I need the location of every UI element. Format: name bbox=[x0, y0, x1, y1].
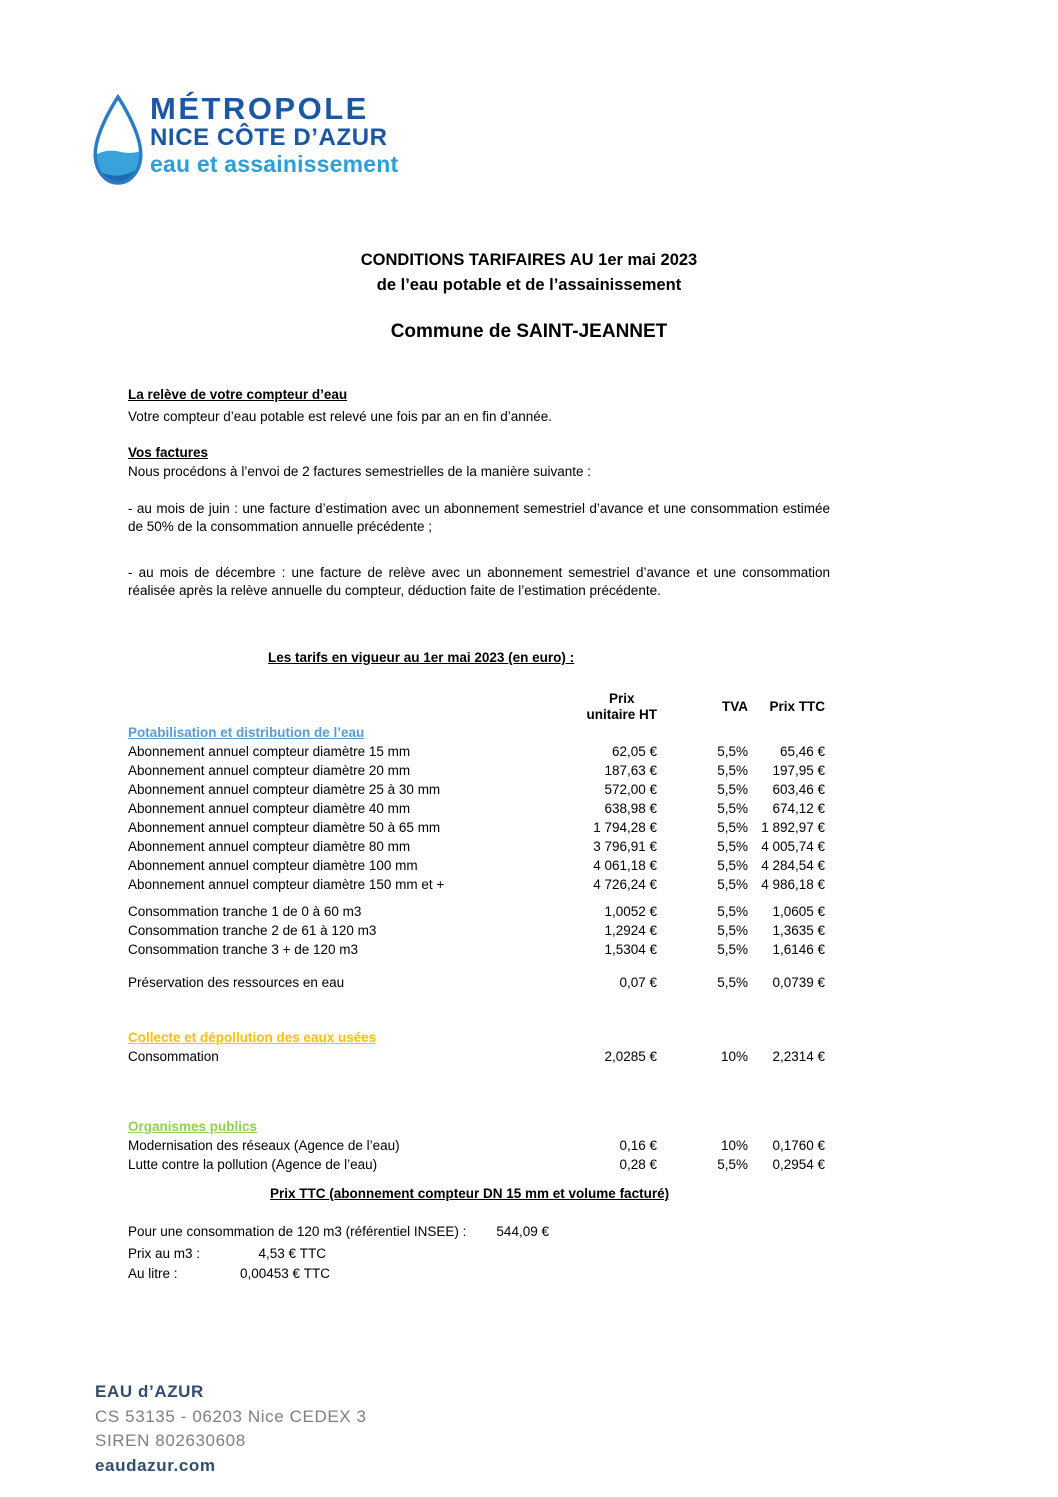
header-prix-line2: unitaire HT bbox=[586, 707, 657, 722]
table-row bbox=[128, 921, 825, 940]
prix-litre-line bbox=[128, 1265, 331, 1283]
prix-m3-value: 4,53 € TTC bbox=[258, 1246, 326, 1261]
conso-120-value: 544,09 € bbox=[496, 1224, 549, 1239]
tariff-ttc: 1 892,97 € bbox=[761, 820, 825, 835]
table-row bbox=[128, 973, 825, 992]
conso-120-label: Pour une consommation de 120 m3 (référentiel INSEE) : bbox=[128, 1224, 467, 1239]
tariff-label: Consommation tranche 1 de 0 à 60 m3 bbox=[128, 904, 362, 919]
spacer bbox=[128, 1098, 825, 1117]
spacer bbox=[128, 1066, 825, 1098]
prix-m3-line bbox=[128, 1245, 326, 1263]
table-row bbox=[128, 875, 825, 894]
tariff-tva: 5,5% bbox=[717, 858, 748, 873]
table-row bbox=[128, 1136, 825, 1155]
tariff-ttc: 4 986,18 € bbox=[761, 877, 825, 892]
tarifs-table bbox=[128, 690, 825, 1174]
document-title bbox=[0, 248, 1058, 298]
tariff-label: Abonnement annuel compteur diamètre 25 à 30 mm bbox=[128, 782, 441, 797]
footer-address: CS 53135 - 06203 Nice CEDEX 3 bbox=[95, 1406, 367, 1426]
tariff-label: Abonnement annuel compteur diamètre 50 à 65 mm bbox=[128, 820, 441, 835]
tariff-tva: 5,5% bbox=[717, 744, 748, 759]
header-tva: TVA bbox=[722, 699, 748, 714]
tariff-tva: 5,5% bbox=[717, 923, 748, 938]
tariff-tva: 5,5% bbox=[717, 877, 748, 892]
factures-heading: Vos factures bbox=[128, 445, 209, 460]
tariff-ht: 572,00 € bbox=[604, 782, 657, 797]
tariff-label: Abonnement annuel compteur diamètre 20 mm bbox=[128, 763, 411, 778]
tariff-ttc: 1,0605 € bbox=[772, 904, 825, 919]
tariff-label: Modernisation des réseaux (Agence de l’eau) bbox=[128, 1138, 400, 1153]
tariff-tva: 5,5% bbox=[717, 839, 748, 854]
spacer bbox=[128, 992, 825, 1028]
tariff-ttc: 1,6146 € bbox=[772, 942, 825, 957]
tariff-tva: 5,5% bbox=[717, 801, 748, 816]
prix-litre-value: 0,00453 € TTC bbox=[240, 1266, 331, 1281]
tariff-label: Abonnement annuel compteur diamètre 100 mm bbox=[128, 858, 418, 873]
table-row bbox=[128, 940, 825, 959]
releve-heading: La relève de votre compteur d’eau bbox=[128, 387, 348, 402]
table-header-row bbox=[128, 690, 825, 724]
prix-m3-label: Prix au m3 : bbox=[128, 1246, 201, 1261]
header-prix-unitaire-ht-text bbox=[586, 691, 657, 723]
tariff-ht: 187,63 € bbox=[604, 763, 657, 778]
tariff-ht: 0,28 € bbox=[619, 1157, 657, 1172]
tariff-ttc: 0,0739 € bbox=[772, 975, 825, 990]
factures-intro: Nous procédons à l’envoi de 2 factures semestrielles de la manière suivante : bbox=[128, 464, 591, 479]
tariff-ht: 1,2924 € bbox=[604, 923, 657, 938]
logo-text bbox=[150, 92, 398, 177]
tariff-label: Consommation tranche 2 de 61 à 120 m3 bbox=[128, 923, 377, 938]
prix-ttc-heading: Prix TTC (abonnement compteur DN 15 mm et volume facturé) bbox=[270, 1186, 670, 1201]
header-prix-unitaire-ht bbox=[460, 691, 657, 723]
tariff-tva: 10% bbox=[720, 1138, 748, 1153]
tarifs-heading: Les tarifs en vigueur au 1er mai 2023 (en euro) : bbox=[268, 650, 575, 665]
tariff-tva: 5,5% bbox=[717, 782, 748, 797]
group-heading-collecte: Collecte et dépollution des eaux usées bbox=[128, 1030, 377, 1045]
table-row bbox=[128, 1155, 825, 1174]
tariff-ttc: 65,46 € bbox=[779, 744, 825, 759]
table-row bbox=[128, 818, 825, 837]
title-line-1: CONDITIONS TARIFAIRES AU 1er mai 2023 bbox=[360, 251, 698, 269]
tariff-label: Abonnement annuel compteur diamètre 80 mm bbox=[128, 839, 411, 854]
spacer bbox=[128, 959, 825, 973]
tariff-ttc: 197,95 € bbox=[772, 763, 825, 778]
tariff-tva: 5,5% bbox=[717, 763, 748, 778]
table-row bbox=[128, 761, 825, 780]
table-row bbox=[128, 799, 825, 818]
tariff-tva: 5,5% bbox=[717, 942, 748, 957]
table-row bbox=[128, 902, 825, 921]
footer bbox=[95, 1380, 367, 1478]
tariff-tva: 5,5% bbox=[717, 904, 748, 919]
logo-line-eau: eau et assainissement bbox=[150, 151, 399, 177]
tariff-ht: 0,07 € bbox=[619, 975, 657, 990]
table-row bbox=[128, 856, 825, 875]
factures-decembre-paragraph: - au mois de décembre : une facture de relève avec un abonnement semestriel d’avance et une consommation réalisée après la relève annuelle du compteur, déduction faite de l’estimation précédente. bbox=[128, 565, 830, 598]
tariff-ht: 2,0285 € bbox=[604, 1049, 657, 1064]
tariff-ht: 1,5304 € bbox=[604, 942, 657, 957]
releve-paragraph: Votre compteur d’eau potable est relevé une fois par an en fin d’année. bbox=[128, 409, 553, 424]
tariff-label: Abonnement annuel compteur diamètre 15 mm bbox=[128, 744, 411, 759]
tariff-ttc: 603,46 € bbox=[772, 782, 825, 797]
conso-120-line bbox=[128, 1223, 549, 1241]
tariff-label: Consommation bbox=[128, 1049, 219, 1064]
tariff-tva: 5,5% bbox=[717, 1157, 748, 1172]
group-heading-potabilisation: Potabilisation et distribution de l’eau bbox=[128, 725, 365, 740]
table-row bbox=[128, 780, 825, 799]
title-line-2: de l’eau potable et de l’assainissement bbox=[376, 276, 682, 294]
tariff-label: Consommation tranche 3 + de 120 m3 bbox=[128, 942, 359, 957]
tariff-ht: 1 794,28 € bbox=[593, 820, 657, 835]
table-row bbox=[128, 1047, 825, 1066]
tariff-ht: 0,16 € bbox=[619, 1138, 657, 1153]
tariff-label: Abonnement annuel compteur diamètre 40 mm bbox=[128, 801, 411, 816]
logo-line-metropole: MÉTROPOLE bbox=[150, 91, 369, 126]
tariff-ttc: 4 284,54 € bbox=[761, 858, 825, 873]
table-row bbox=[128, 837, 825, 856]
logo-line-nice: NICE CÔTE D’AZUR bbox=[150, 124, 388, 151]
tariff-ht: 3 796,91 € bbox=[593, 839, 657, 854]
logo bbox=[88, 92, 398, 187]
tariff-ttc: 1,3635 € bbox=[772, 923, 825, 938]
spacer bbox=[128, 894, 825, 902]
footer-website-link[interactable]: eaudazur.com bbox=[95, 1455, 216, 1475]
tariff-ttc: 0,2954 € bbox=[772, 1157, 825, 1172]
tariff-ht: 62,05 € bbox=[611, 744, 657, 759]
tariff-ttc: 4 005,74 € bbox=[761, 839, 825, 854]
factures-juin-paragraph: - au mois de juin : une facture d’estimation avec un abonnement semestriel d’avance et une consommation estimée de 50% de la consommation annuelle précédente ; bbox=[128, 501, 830, 534]
tariff-ht: 4 061,18 € bbox=[593, 858, 657, 873]
tariff-tva: 5,5% bbox=[717, 820, 748, 835]
tariff-label: Lutte contre la pollution (Agence de l’eau) bbox=[128, 1157, 378, 1172]
header-prix-line1: Prix bbox=[608, 691, 635, 706]
footer-siren: SIREN 802630608 bbox=[95, 1431, 246, 1450]
tariff-label: Abonnement annuel compteur diamètre 150 mm et + bbox=[128, 877, 445, 892]
tariff-ht: 4 726,24 € bbox=[593, 877, 657, 892]
prix-litre-label: Au litre : bbox=[128, 1266, 178, 1281]
header-prix-ttc: Prix TTC bbox=[769, 699, 825, 714]
tariff-label: Préservation des ressources en eau bbox=[128, 975, 345, 990]
tariff-ttc: 2,2314 € bbox=[772, 1049, 825, 1064]
tariff-tva: 5,5% bbox=[717, 975, 748, 990]
water-drop-icon bbox=[88, 94, 148, 187]
commune-title: Commune de SAINT-JEANNET bbox=[390, 321, 668, 342]
tariff-ttc: 674,12 € bbox=[772, 801, 825, 816]
group-heading-organismes: Organismes publics bbox=[128, 1119, 258, 1134]
tariff-ttc: 0,1760 € bbox=[772, 1138, 825, 1153]
footer-company-name: EAU d’AZUR bbox=[95, 1382, 204, 1401]
tariff-ht: 638,98 € bbox=[604, 801, 657, 816]
table-row bbox=[128, 742, 825, 761]
tariff-tva: 10% bbox=[720, 1049, 748, 1064]
tariff-ht: 1,0052 € bbox=[604, 904, 657, 919]
